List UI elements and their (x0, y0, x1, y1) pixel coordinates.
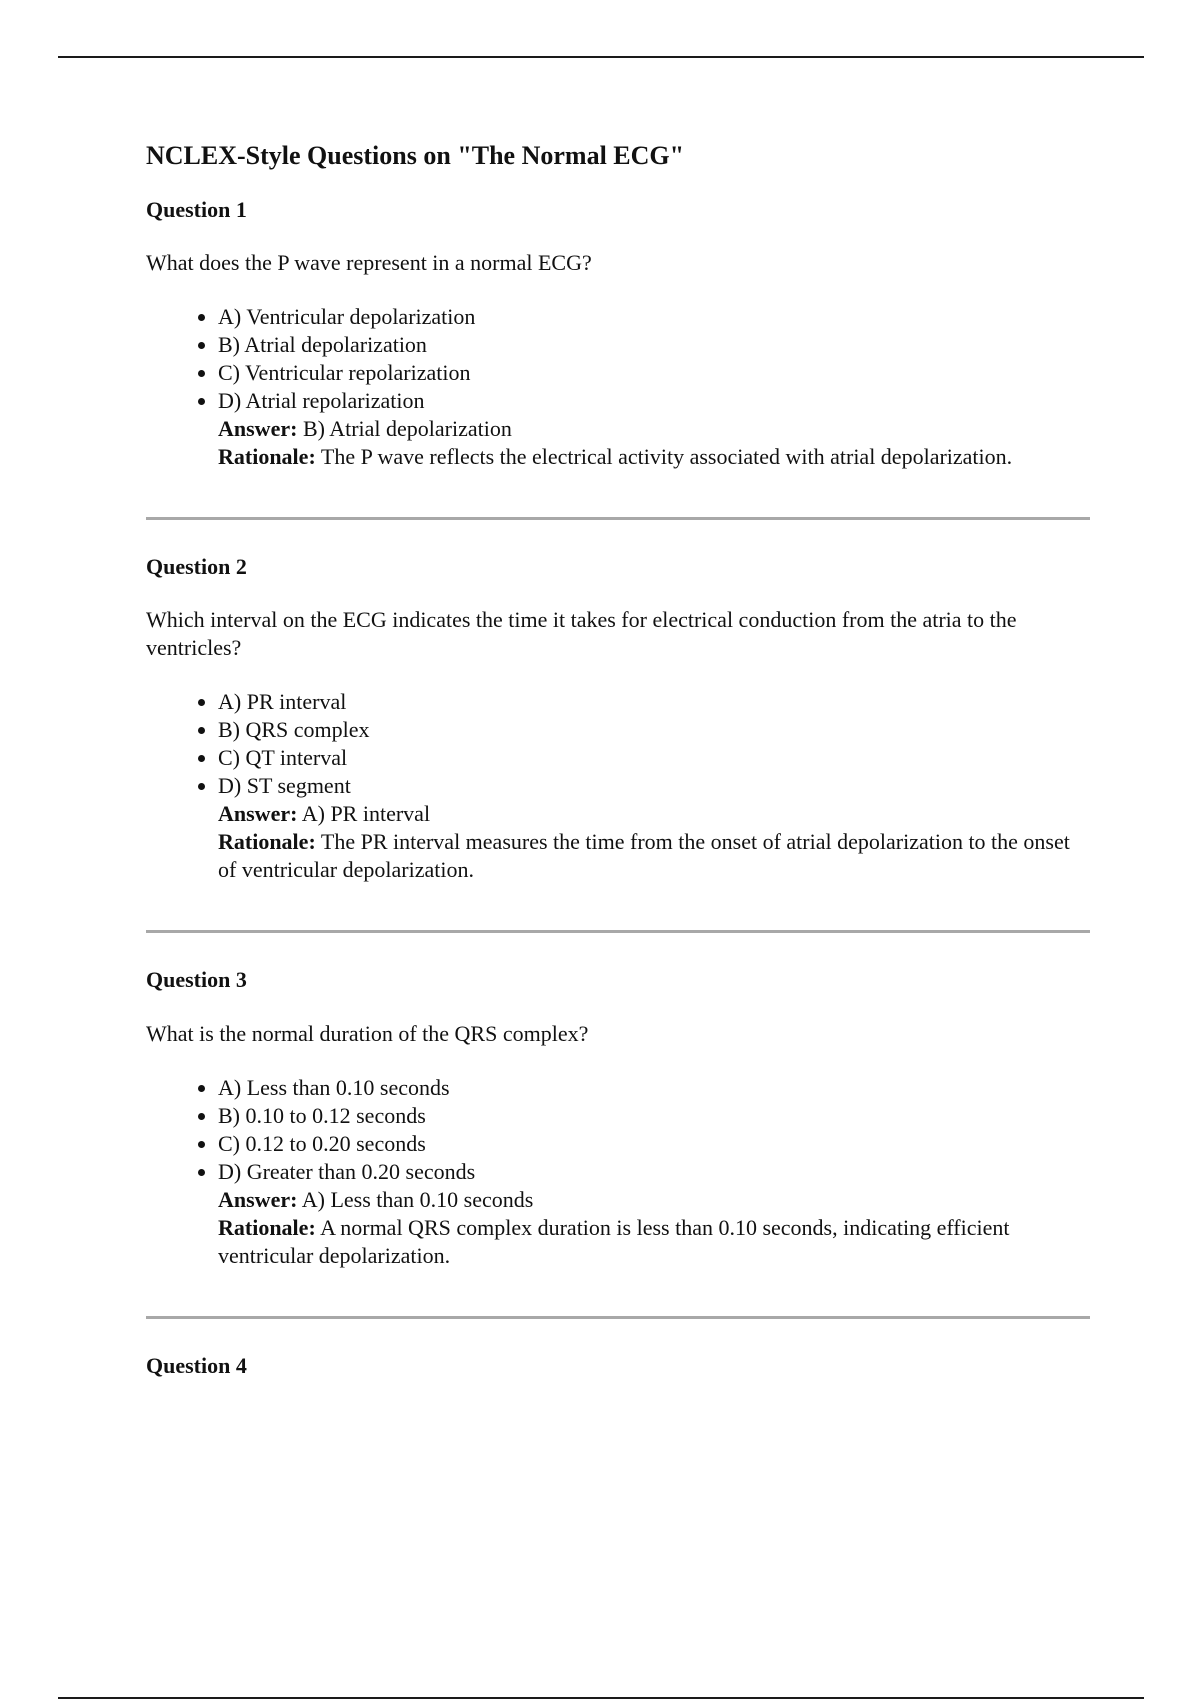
option-a: • A) PR interval (218, 688, 1090, 716)
question-1 (146, 197, 1090, 471)
question-heading: Question 4 (146, 1352, 247, 1378)
rationale-line (218, 828, 1090, 884)
answer-block (146, 1186, 1090, 1270)
option-b: • B) QRS complex (218, 716, 1090, 744)
question-2 (146, 554, 1090, 884)
option-a: • A) Less than 0.10 seconds (218, 1074, 1090, 1102)
document-body (146, 140, 1090, 1405)
answer-line (218, 1186, 1090, 1214)
rationale-label: Rationale: (218, 829, 316, 855)
question-heading: Question 3 (146, 967, 247, 993)
question-heading: Question 1 (146, 196, 247, 222)
options-list (146, 1074, 1090, 1186)
rationale-text: The P wave reflects the electrical activity associated with atrial depolarization. (320, 443, 1013, 469)
answer-label: Answer: (218, 1186, 298, 1212)
section-divider (146, 517, 1090, 520)
question-heading: Question 2 (146, 553, 247, 579)
option-c: • C) Ventricular repolarization (218, 359, 1090, 387)
question-4 (146, 1353, 1090, 1379)
rationale-label: Rationale: (218, 443, 316, 469)
answer-block (146, 415, 1090, 471)
question-text: Which interval on the ECG indicates the time it takes for electrical conduction from the atria to the ventricles? (146, 607, 1017, 661)
answer-value: B) Atrial depolarization (302, 415, 512, 441)
answer-line (218, 800, 1090, 828)
page-bottom-rule (58, 1697, 1144, 1699)
answer-value: A) Less than 0.10 seconds (301, 1186, 534, 1212)
answer-label: Answer: (218, 801, 298, 827)
rationale-text: The PR interval measures the time from the onset of atrial depolarization to the onset of ventricular depolarization. (218, 829, 1070, 883)
question-text: What is the normal duration of the QRS complex? (146, 1020, 589, 1046)
section-divider (146, 930, 1090, 933)
option-c: • C) QT interval (218, 744, 1090, 772)
options-list (146, 688, 1090, 800)
option-d: • D) Greater than 0.20 seconds (218, 1158, 1090, 1186)
rationale-text: A normal QRS complex duration is less than 0.10 seconds, indicating efficient ventricular depolarization. (218, 1214, 1010, 1268)
option-a: • A) Ventricular depolarization (218, 303, 1090, 331)
section-divider (146, 1316, 1090, 1319)
page-top-rule (58, 56, 1144, 58)
option-b: • B) Atrial depolarization (218, 331, 1090, 359)
question-3 (146, 967, 1090, 1269)
rationale-label: Rationale: (218, 1214, 316, 1240)
document-title: NCLEX-Style Questions on "The Normal ECG" (146, 141, 685, 170)
rationale-line (218, 1214, 1090, 1270)
answer-line (218, 415, 1090, 443)
option-b: • B) 0.10 to 0.12 seconds (218, 1102, 1090, 1130)
options-list (146, 303, 1090, 415)
answer-value: A) PR interval (301, 801, 431, 827)
option-d: • D) ST segment (218, 772, 1090, 800)
answer-label: Answer: (218, 415, 298, 441)
option-d: • D) Atrial repolarization (218, 387, 1090, 415)
rationale-line (218, 443, 1090, 471)
question-text: What does the P wave represent in a normal ECG? (146, 249, 592, 275)
answer-block (146, 800, 1090, 884)
option-c: • C) 0.12 to 0.20 seconds (218, 1130, 1090, 1158)
